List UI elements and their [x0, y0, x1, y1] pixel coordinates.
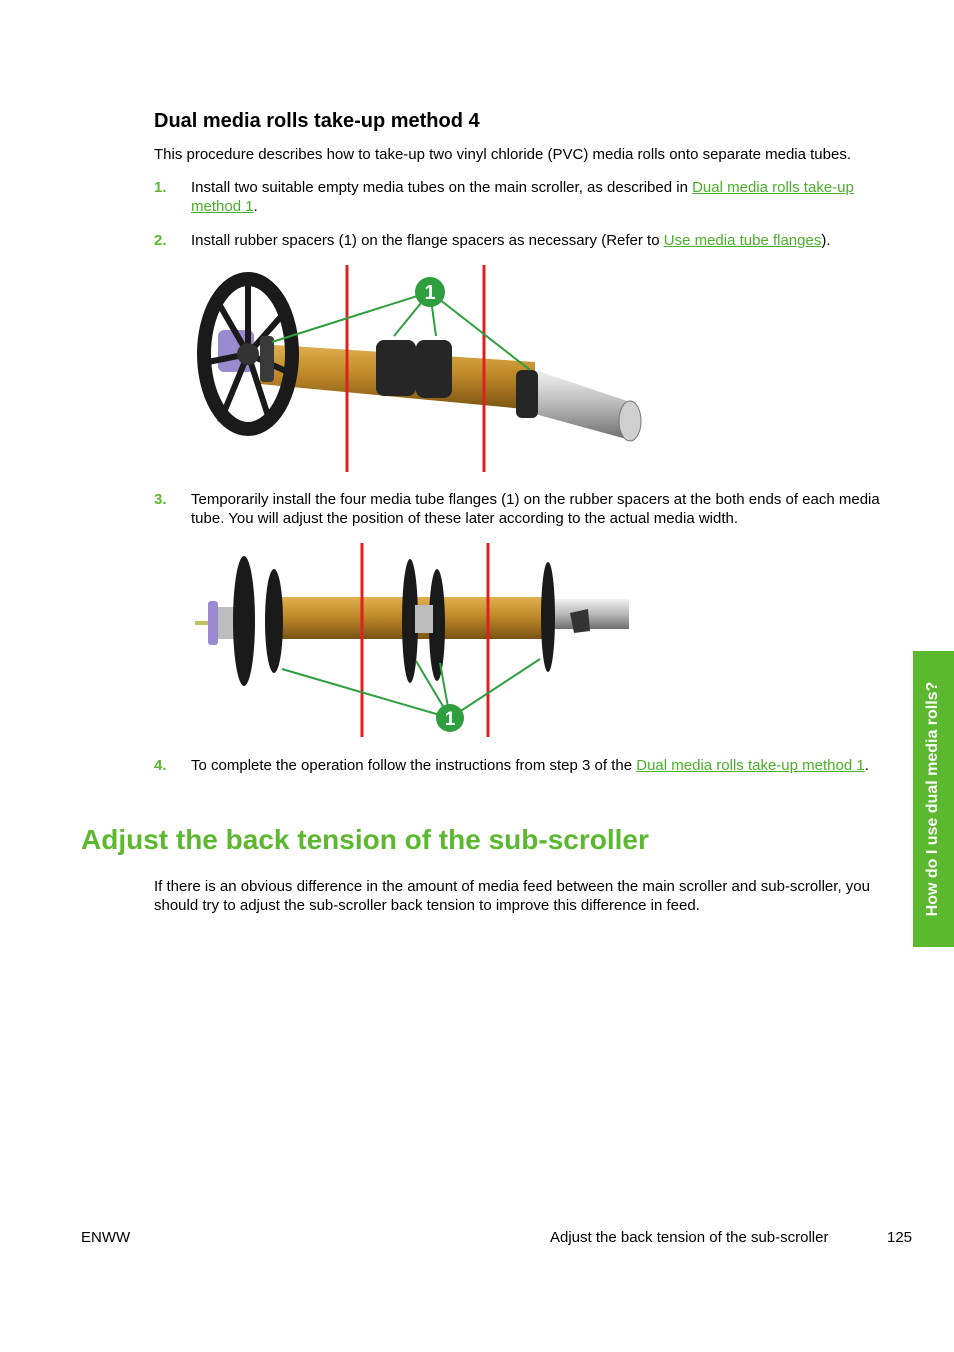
step-1	[154, 178, 899, 218]
rubber-spacer	[416, 340, 452, 398]
step-number: 3.	[154, 491, 167, 508]
link-method-1[interactable]: Dual media rolls take-up method 1	[191, 179, 854, 215]
body-paragraph: If there is an obvious difference in the amount of media feed between the main scroller and sub-scroller, you should try to adjust the sub-scroller back tension to improve this difference in feed.	[154, 878, 870, 914]
section-intro: This procedure describes how to take-up two vinyl chloride (PVC) media rolls onto separate media tubes.	[154, 146, 852, 163]
chapter-side-tab-label: How do I use dual media rolls?	[924, 681, 941, 917]
footer-page-number: 125	[887, 1229, 913, 1246]
callout-label: 1	[424, 282, 436, 304]
heading-adjust-back-tension: Adjust the back tension of the sub-scroller	[81, 824, 649, 855]
figure-media-tube-flanges	[190, 541, 640, 739]
shaft-end	[619, 401, 641, 441]
step-text: Install rubber spacers (1) on the flange spacers as necessary (Refer to Use media tube flanges).	[191, 232, 831, 249]
chapter-side-tab	[913, 651, 954, 947]
step-3	[154, 490, 899, 530]
metal-shaft	[535, 370, 630, 440]
footer-left: ENWW	[81, 1229, 131, 1246]
hub-icon	[208, 601, 218, 645]
shaft-knob-icon	[570, 609, 590, 633]
footer-title: Adjust the back tension of the sub-scroller	[550, 1229, 829, 1246]
flange-icon	[233, 556, 283, 686]
step-4	[154, 756, 899, 796]
section-title: Dual media rolls take-up method 4	[154, 110, 480, 132]
flange-icon	[541, 562, 555, 672]
step-number: 1.	[154, 179, 167, 196]
step-text: Temporarily install the four media tube flanges (1) on the rubber spacers at the both ends of each media tube. You will adjust the position of these later according to the actual media width.	[191, 491, 880, 527]
step-number: 2.	[154, 232, 167, 249]
step-text: To complete the operation follow the instructions from step 3 of the Dual media rolls take-up method 1.	[191, 757, 869, 774]
callout-label: 1	[444, 709, 456, 730]
step-2	[154, 231, 899, 251]
step-text: Install two suitable empty media tubes on the main scroller, as described in Dual media rolls take-up method 1.	[191, 179, 854, 215]
link-method-1[interactable]: Dual media rolls take-up method 1	[636, 757, 865, 774]
rubber-spacer	[376, 340, 416, 396]
flange-icon	[402, 559, 445, 683]
rubber-spacer	[260, 336, 274, 382]
figure-rubber-spacers	[190, 262, 650, 474]
rubber-spacer	[516, 370, 538, 418]
link-use-media-tube-flanges[interactable]: Use media tube flanges	[663, 232, 822, 249]
step-number: 4.	[154, 757, 167, 774]
